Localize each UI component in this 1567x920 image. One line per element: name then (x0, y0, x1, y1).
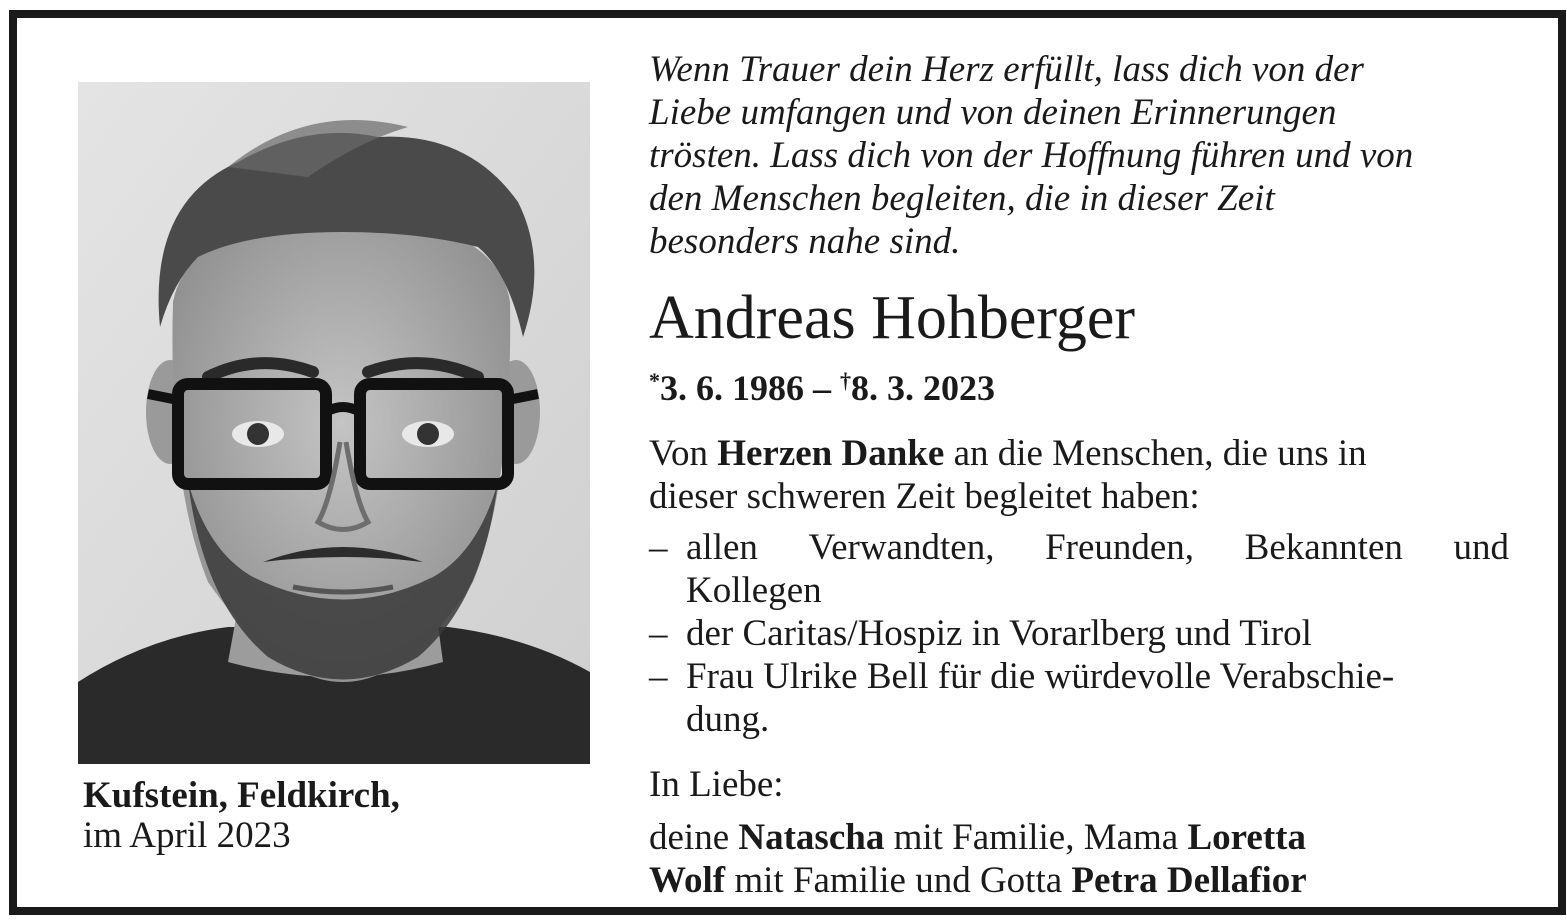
list-dash: – (649, 613, 668, 654)
list-item (649, 655, 1509, 741)
thanks-list (649, 526, 1509, 741)
list-item (649, 526, 1509, 612)
list-item-line: Kollegen (686, 570, 822, 611)
sign-text: mit Familie, Mama (884, 817, 1188, 858)
word: Bekannten (1244, 527, 1403, 568)
quote-line: trösten. Lass dich von der Hoffnung führen und von (649, 135, 1414, 176)
quote-line: Wenn Trauer dein Herz erfüllt, lass dich von der (649, 49, 1364, 90)
portrait-illustration (78, 82, 590, 764)
place-date: im April 2023 (83, 815, 291, 856)
word: Freunden, (1045, 527, 1195, 568)
quote-line: den Menschen begleiten, die in dieser Zeit (649, 178, 1275, 219)
word: allen (686, 527, 758, 568)
signatories-line (649, 859, 1509, 902)
sign-name: Wolf (649, 860, 726, 901)
signatories (649, 816, 1509, 902)
birth-symbol: * (649, 368, 660, 393)
sign-text: mit Familie und Gotta (725, 860, 1072, 901)
sign-name: Loretta (1187, 817, 1306, 858)
word: und (1453, 527, 1509, 568)
quote-line: Liebe umfangen und von deinen Erinnerungen (649, 92, 1337, 133)
date-separator: – (804, 368, 840, 408)
places: Kufstein, Feldkirch, (83, 775, 400, 816)
in-love-label: In Liebe: (649, 764, 784, 805)
list-item-line (686, 526, 1509, 569)
thanks-bold: Herzen Danke (717, 433, 945, 474)
sign-name: Natascha (738, 817, 885, 858)
list-dash: – (649, 527, 668, 568)
sign-name: Petra Dellafior (1071, 860, 1307, 901)
list-item-line: der Caritas/Hospiz in Vorarlberg und Tirol (686, 613, 1312, 654)
list-item (649, 612, 1509, 655)
signatories-line (649, 816, 1509, 859)
life-dates (649, 361, 995, 408)
quote-line: besonders nahe sind. (649, 221, 961, 262)
thanks-post: an die Menschen, die uns in (944, 433, 1367, 474)
deceased-name: Andreas Hohberger (649, 284, 1136, 352)
obituary-frame (9, 10, 1566, 915)
list-item-line: dung. (686, 699, 770, 740)
death-date: 8. 3. 2023 (851, 368, 995, 408)
portrait-photo (78, 82, 590, 764)
thanks-text (649, 432, 1509, 518)
birth-date: 3. 6. 1986 (660, 368, 804, 408)
thanks-pre: Von (649, 433, 718, 474)
location-block (83, 776, 400, 856)
word: Verwandten, (808, 527, 995, 568)
memorial-quote (649, 48, 1529, 263)
death-symbol: † (840, 368, 851, 393)
thanks-line-2: dieser schweren Zeit begleitet haben: (649, 476, 1200, 517)
list-dash: – (649, 656, 668, 697)
sign-text: deine (649, 817, 739, 858)
thanks-line (649, 432, 1509, 475)
list-item-line: Frau Ulrike Bell für die würdevolle Verabschie- (686, 656, 1395, 697)
